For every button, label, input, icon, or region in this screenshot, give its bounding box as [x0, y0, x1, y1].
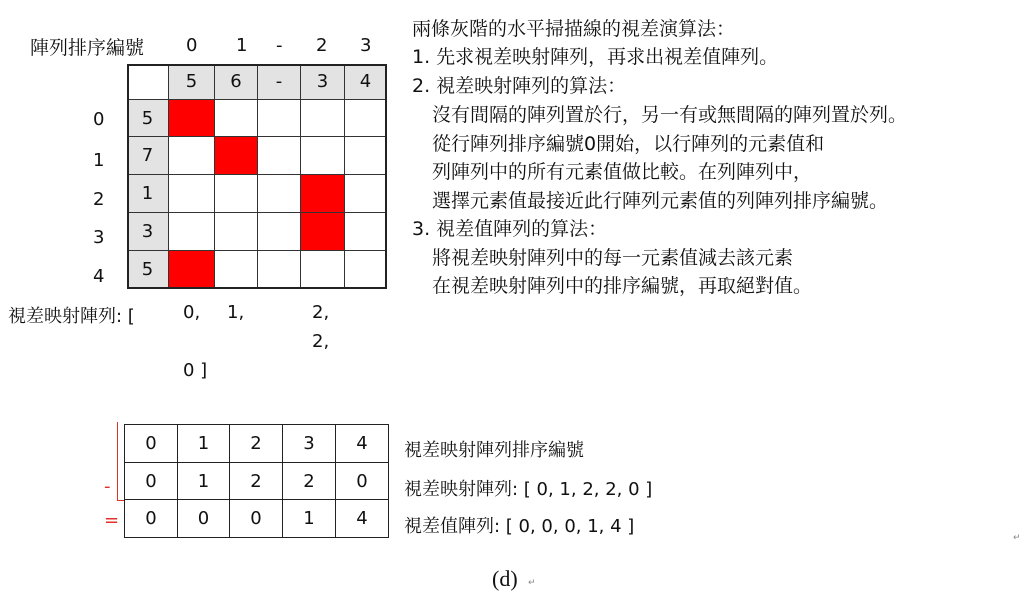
col-index-1: 1	[236, 35, 248, 56]
grid-cell	[258, 175, 301, 213]
description-step2: 2. 視差映射陣列的算法：	[412, 75, 627, 97]
table-cell-r2-c3: 1	[282, 499, 336, 538]
row-value-0: 5	[127, 100, 169, 137]
disparity-map-v0: 0,	[183, 302, 201, 323]
grid-cell	[345, 213, 387, 251]
grid-cell	[345, 137, 387, 175]
table-cell-r1-c0: 0	[124, 462, 178, 500]
grid-cell	[301, 100, 345, 137]
row-value-1: 7	[127, 137, 169, 175]
table-cell-r2-c0: 0	[124, 499, 178, 538]
match-cell-r3-c3	[301, 213, 345, 251]
grid-cell	[301, 137, 345, 175]
grid-cell	[258, 137, 301, 175]
grid-cell	[345, 175, 387, 213]
description-step2-line4: 選擇元素值最接近此行陣列元素值的列陣列排序編號。	[432, 190, 889, 212]
table-label-map: 視差映射陣列: [ 0, 1, 2, 2, 0 ]	[404, 479, 653, 500]
description-step1: 1. 先求視差映射陣列，再求出視差值陣列。	[412, 46, 779, 68]
table-cell-r0-c3: 3	[282, 424, 336, 463]
grid-cell	[169, 137, 215, 175]
table-cell-r2-c1: 0	[177, 499, 230, 538]
description-step2-line1: 沒有間隔的陣列置於行，另一有或無間隔的陣列置於列。	[432, 104, 908, 126]
col-index-4: 3	[360, 35, 372, 56]
match-cell-r4-c0	[169, 251, 215, 289]
disparity-map-v3: 2,	[312, 331, 330, 352]
row-value-3: 3	[127, 213, 169, 251]
grid-cell	[215, 100, 258, 137]
minus-operator: -	[104, 476, 111, 497]
grid-cell	[215, 175, 258, 213]
row-index-0: 0	[93, 109, 105, 130]
col-value-0: 5	[169, 64, 215, 100]
table-cell-r1-c4: 0	[335, 462, 389, 500]
match-cell-r2-c3	[301, 175, 345, 213]
col-value-4: 4	[345, 64, 387, 100]
disparity-map-label: 視差映射陣列: [	[8, 306, 135, 327]
table-cell-r2-c2: 0	[229, 499, 283, 538]
table-cell-r0-c1: 1	[177, 424, 230, 463]
table-label-index: 視差映射陣列排序編號	[404, 440, 584, 461]
table-cell-r0-c0: 0	[124, 424, 178, 463]
grid-cell	[258, 213, 301, 251]
grid-cell	[169, 175, 215, 213]
col-index-2: -	[276, 35, 283, 56]
table-cell-r1-c2: 2	[229, 462, 283, 500]
paragraph-mark-icon: ↵	[528, 578, 536, 588]
subtraction-table	[125, 425, 389, 538]
disparity-matrix	[127, 64, 387, 289]
description-title: 兩條灰階的水平掃描線的視差演算法：	[412, 18, 736, 40]
col-value-3: 3	[301, 64, 345, 100]
row-index-4: 4	[93, 266, 105, 287]
grid-cell	[345, 100, 387, 137]
description-step3: 3. 視差值陣列的算法：	[412, 218, 608, 240]
row-value-4: 5	[127, 251, 169, 289]
description-step2-line2: 從行陣列排序編號0開始，以行陣列的元素值和	[432, 133, 825, 155]
top-index-label: 陣列排序編號	[30, 37, 145, 59]
grid-cell	[258, 100, 301, 137]
row-index-2: 2	[93, 189, 105, 210]
table-label-disparity: 視差值陣列: [ 0, 0, 0, 1, 4 ]	[404, 516, 635, 537]
disparity-map-v4: 0 ]	[183, 360, 208, 381]
disparity-map-v2: 2,	[312, 302, 330, 323]
grid-cell	[169, 213, 215, 251]
table-cell-r0-c2: 2	[229, 424, 283, 463]
description-step3-line2: 在視差映射陣列中的排序編號，再取絕對值。	[432, 275, 813, 297]
match-cell-r1-c1	[215, 137, 258, 175]
row-value-2: 1	[127, 175, 169, 213]
grid-cell	[215, 213, 258, 251]
grid-cell	[301, 251, 345, 289]
grid-cell	[345, 251, 387, 289]
equals-operator: =	[104, 510, 120, 531]
table-cell-r1-c3: 2	[282, 462, 336, 500]
col-value-1: 6	[215, 64, 258, 100]
paragraph-mark-icon: ↵	[1013, 533, 1021, 543]
row-index-3: 3	[93, 227, 105, 248]
match-cell-r0-c0	[169, 100, 215, 137]
red-separator-vertical	[117, 422, 118, 500]
col-index-0: 0	[186, 35, 198, 56]
col-value-2: -	[258, 64, 301, 100]
grid-cell	[215, 251, 258, 289]
table-cell-r1-c1: 1	[177, 462, 230, 500]
description-step2-line3: 列陣列中的所有元素值做比較。在列陣列中，	[432, 161, 813, 183]
matrix-corner	[127, 64, 169, 100]
table-cell-r2-c4: 4	[335, 499, 389, 538]
col-index-3: 2	[316, 35, 328, 56]
grid-cell	[258, 251, 301, 289]
figure-caption: (d)	[492, 566, 518, 591]
disparity-map-v1: 1,	[227, 302, 245, 323]
table-cell-r0-c4: 4	[335, 424, 389, 463]
description-step3-line1: 將視差映射陣列中的每一元素值減去該元素	[432, 247, 794, 269]
row-index-1: 1	[93, 150, 105, 171]
